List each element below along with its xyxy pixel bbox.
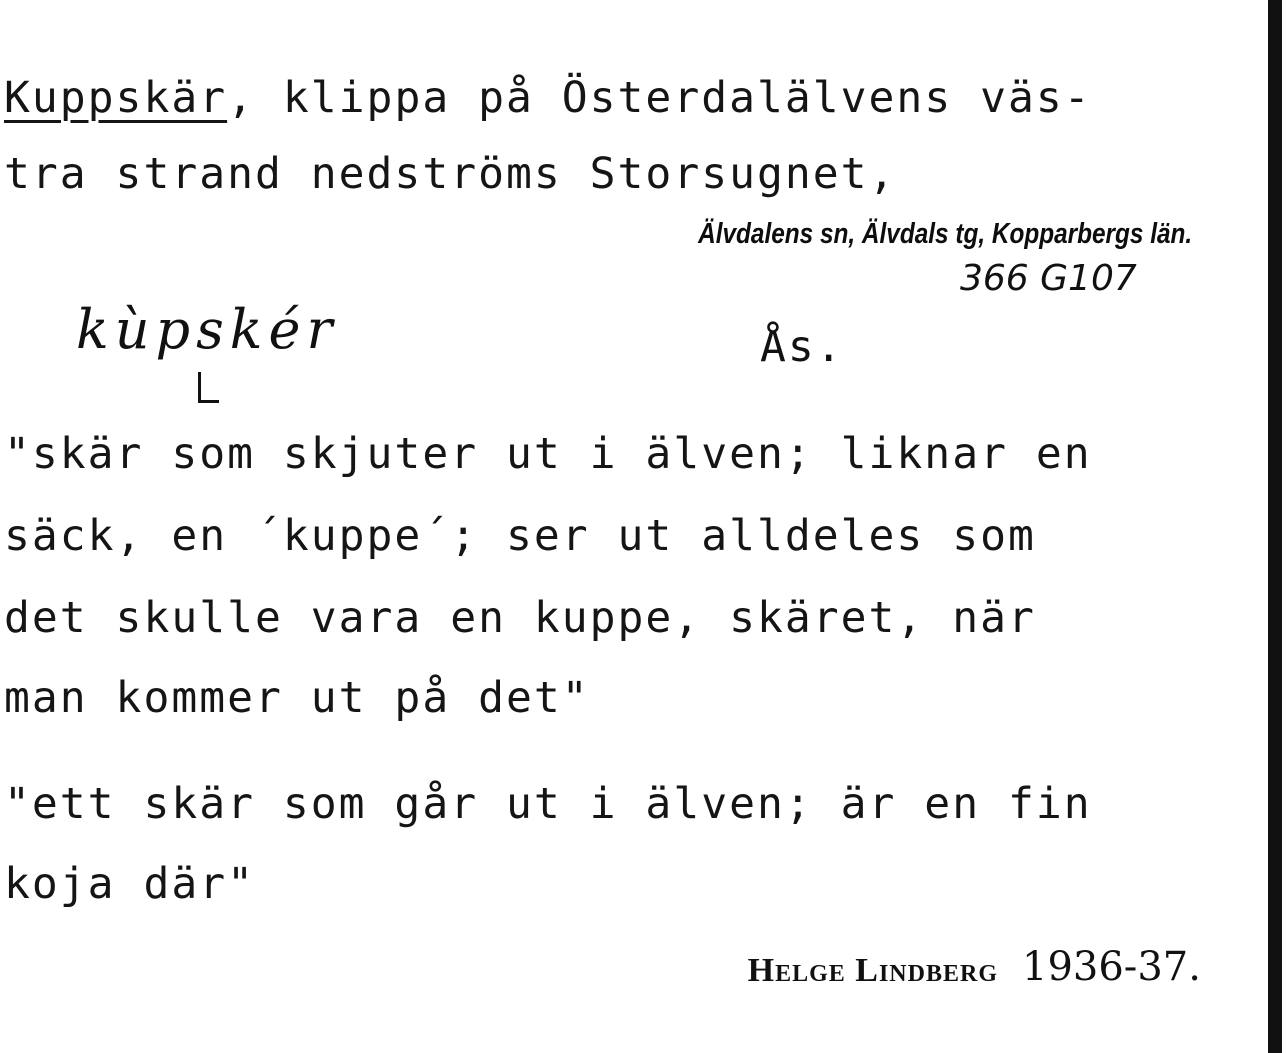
quote-1-line-3: det skulle vara en kuppe, skäret, när (4, 593, 1036, 643)
collector-name: Helge Lindberg (747, 952, 998, 989)
definition-line-2: tra strand nedströms Storsugnet, (4, 149, 897, 199)
handwritten-phonetic-form: kùpskér (76, 298, 339, 361)
entry-line-1 (4, 72, 1092, 124)
parish-stamp: Älvdalens sn, Älvdals tg, Kopparbergs län. (697, 218, 1192, 250)
quote-1-line-4: man kommer ut på det" (4, 673, 590, 723)
quote-2-line-1: "ett skär som går ut i älven; är en fin (4, 779, 1092, 829)
headword: Kuppskär (4, 73, 228, 123)
phonetic-diacritic-mark (198, 372, 219, 403)
handwritten-archive-code: 366 G107 (960, 258, 1137, 299)
place-abbreviation: Ås. (760, 322, 844, 372)
quote-1-line-2: säck, en ´kuppe´; ser ut alldeles som (4, 511, 1036, 561)
card-edge-border (1268, 0, 1282, 1053)
quote-1-line-1: "skär som skjuter ut i älven; liknar en (4, 429, 1092, 479)
quote-2-line-2: koja där" (4, 859, 255, 909)
collection-year: 1936-37. (1022, 944, 1201, 990)
definition-line-1: , klippa på Österdalälvens väs- (227, 73, 1092, 123)
